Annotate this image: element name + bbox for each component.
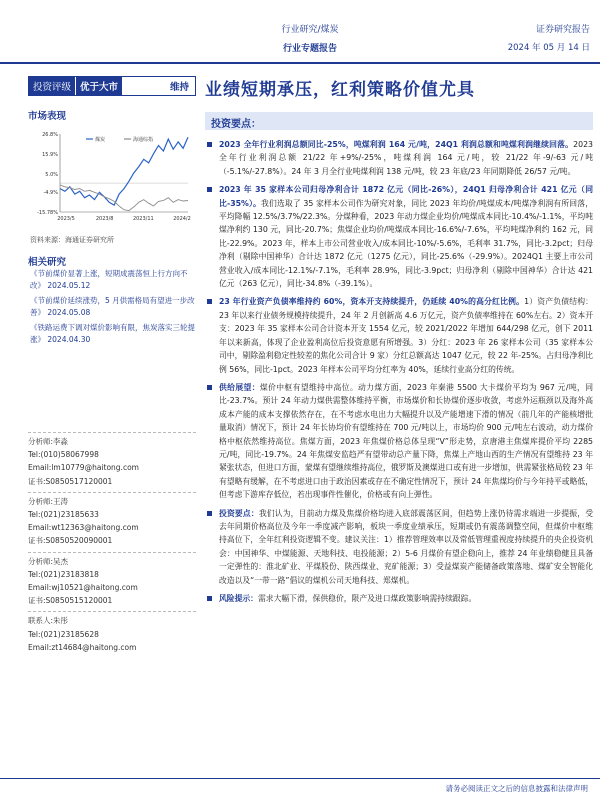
- analyst-card: [28, 432, 196, 488]
- rating-indicator: 维持: [169, 82, 189, 93]
- analyst-cert: 证书:S0850515120001: [28, 596, 113, 606]
- y-tick-label: 26.8%: [42, 132, 58, 138]
- x-tick-label: 2024/2: [173, 216, 191, 222]
- point-highlight: 2023 全年行业利润总额同比-25%，吨煤利润 164 元/吨，24Q1 利润总额和吨煤利润继续回落。: [219, 140, 574, 149]
- analyst-cert: 证书:S0850517120001: [28, 476, 113, 486]
- chart-source: 资料来源：海通证券研究所: [30, 236, 114, 244]
- analyst-cert: 证书:S0850520090001: [28, 536, 113, 546]
- analyst-email[interactable]: Email:wt12363@haitong.com: [28, 523, 139, 533]
- analyst-name: 分析师:李淼: [28, 437, 69, 446]
- analyst-card: [28, 552, 196, 608]
- analyst-name: 分析师:吴杰: [28, 556, 69, 566]
- y-tick-label: 5.0%: [45, 171, 58, 178]
- bullet-icon: [207, 385, 212, 390]
- legend-label: 煤炭: [95, 137, 106, 143]
- bullet-icon: [207, 511, 212, 516]
- point-text: 煤价中枢有望维持中高位。动力煤方面，2023 年秦港 5500 大卡煤价平均为 967 元/吨，同比-23.7%。预计 24 年动力煤供需整体维持平衡，市场煤价和长协煤价逐步收敛，考虑外运瓶颈以及海外高成本产能的成本支撑依然存在，在不考虑水电出力大幅提升以及产能增速下滑的情况（前几年的产能核增批量取消）情况下，预计 24 年长协均价有望维持在 700 元/吨以上，市场均价 900 元/吨左右波动，动力煤价格中枢依然维持高位。焦煤方面，2023 年焦煤价格总体呈现“V”形走势，京唐港主焦煤库提价平均 2285 元/吨，同比-19.7%。24 年焦煤安监趋严有望带动总产量下降，焦煤上产地山西的生产情况有望维持 23 年紧张状态，但进口方面，蒙煤有望继续维持高位，俄罗斯及澳煤进口或有进一步增加，供需紧张格局较 23 年有望略有缓解，在不考虑进口由于政治因素或存在不确定性情况下，预计 24 年焦煤均价与今年持平或略低，但考虑下游库存低位，若出现事件性催化，价格或有向上弹性。: [219, 382, 593, 500]
- rating-badge: [28, 76, 196, 96]
- report-date: 2024 年 05 月 14 日: [507, 43, 590, 53]
- org-label: 证券研究报告: [535, 25, 590, 35]
- point-item: [205, 592, 593, 605]
- analyst-tel: Tel:(021)23185633: [28, 510, 99, 520]
- y-tick-label: -15.78%: [37, 210, 58, 216]
- bullet-icon: [207, 187, 212, 192]
- point-highlight: 2023 年 35 家样本公司归母净利合计 1872 亿元（同比-26%），24Q1 归母净利合计 421 亿元（同比-35%）。: [219, 185, 593, 208]
- market-chart: [28, 128, 193, 228]
- bullet-icon: [207, 299, 212, 304]
- x-tick-label: 2023/5: [57, 216, 75, 222]
- analyst-tel: Tel:(021)23185628: [28, 629, 99, 639]
- analyst-name: 联系人:朱彤: [28, 616, 69, 626]
- y-tick-label: -4.9%: [43, 190, 58, 197]
- related-title: 《节前煤价延续涨势，5 月供需格局有望进一步改善》: [30, 296, 195, 317]
- analyst-card: [28, 492, 196, 548]
- related-item[interactable]: [30, 268, 195, 292]
- related-title: 《铁路运费下调对煤价影响有限，焦炭落实三轮提涨》: [30, 323, 195, 344]
- point-item: [205, 381, 593, 502]
- page-title: 业绩短期承压，红利策略价值尤具: [205, 80, 475, 100]
- analyst-list: [28, 432, 196, 658]
- analyst-tel: Tel:(021)23183818: [28, 569, 99, 579]
- rating-label: 投资评级: [29, 77, 75, 95]
- related-date: 2024.05.12: [47, 281, 91, 290]
- legend-label: 海通综指: [133, 137, 154, 143]
- related-date: 2024.04.30: [47, 335, 91, 344]
- key-points: [205, 138, 593, 610]
- header-divider: [0, 62, 600, 64]
- footer-divider: [0, 778, 600, 779]
- point-lead: 投资要点：: [219, 508, 259, 518]
- report-type: 行业专题报告: [282, 44, 337, 54]
- point-text: 我们认为，目前动力煤及焦煤价格均进入底部震荡区间，但趋势上涨仍待需求端进一步提振，受去年同期价格高位及今年一季度减产影响，板块一季度业绩承压，短期或仍有震荡调整空间，但煤价中枢维持高位下，全年红利投资逻辑不变。建议关注：1）推荐管理效率以及常低管理重视度持续提升的央企投资机会：中国神华、中煤能源、天地科技、电投能源；2）5-6 月煤价有望企稳向上，推荐 24 年业绩稳健且具备一定弹性的：淮北矿业、平煤股份、陕西煤业、兖矿能源；3）受益煤炭产能储备政策落地、煤矿安全智能化改造以及“一带一路”倡议的煤机公司天地科技、郑煤机。: [219, 508, 594, 585]
- bullet-icon: [207, 596, 212, 601]
- point-item: [205, 507, 593, 587]
- report-category: 行业研究/煤炭: [281, 25, 339, 35]
- related-date: 2024.05.08: [47, 308, 91, 317]
- point-text: 需求大幅下滑，保供稳价，限产及进口煤政策影响需持续跟踪。: [257, 594, 477, 603]
- rating-value: 优于大市: [75, 77, 122, 95]
- point-item: [205, 138, 593, 178]
- y-tick-label: 15.9%: [42, 151, 58, 158]
- analyst-tel: Tel:(010)58067998: [28, 450, 99, 460]
- related-list: [30, 268, 195, 349]
- analyst-email[interactable]: Email:zt14684@haitong.com: [28, 642, 137, 652]
- analyst-card: [28, 611, 196, 654]
- analyst-email[interactable]: Email:wj10521@haitong.com: [28, 583, 138, 593]
- points-heading: 投资要点：: [211, 119, 261, 130]
- x-tick-label: 2023/11: [132, 216, 154, 222]
- header-tags: [248, 22, 372, 54]
- analyst-name: 分析师:王涛: [28, 496, 69, 506]
- point-lead: 风险提示：: [219, 594, 258, 603]
- market-heading: 市场表现: [28, 111, 67, 122]
- point-text: 2023 全年行业利润总额 21/22 年+9%/-25%，吨煤利润 164 元/吨，较 21/22 年-9/-63 元/吨（-5.1%/-27.8%）。24 年 3 月全行业吨煤利润 138 元/吨，较 23 年底/23 年同期降低 26/57 元/吨。: [219, 140, 593, 176]
- header-right: [478, 22, 590, 53]
- point-item: [205, 295, 593, 375]
- point-text: 1）资产负债结构：23 年以来行业债务规模持续提升，24 年 2 月创新高 4.6 万亿元，资产负债率维持在 60%左右。2）资本开支：2023 年 35 家样本公司合计资本开支 1554 亿元，较 2021/2022 年增加 644/298 亿元，创下 2011 年以来新高，体现了企业盈利高位后投资意愿有所增强。3）分红：2023 年 26 家样本公司（35 家样本公司中，剔除盈利稳定性较差的焦化公司合计 9 家）分红总额高达 1047 亿元，较 22 年-25%。占归母净利比例 56%，同比-1pct。2023 年样本公司平均分红率为 40%，延续行业高分红的传统。: [219, 297, 593, 374]
- x-tick-label: 2023/8: [95, 216, 114, 222]
- point-text: 我们选取了 35 家样本公司作为研究对象，同比 2023 年均价/吨煤成本/吨煤净利润有所回落，平均降幅 12.5%/3.7%/22.3%。分煤种看，2023 年动力煤企业均价/吨煤成本同比-10.4%/-1.1%，平均吨煤净利约 130 元，同比-20.7%；焦煤企业均价/吨煤成本同比-16.6%/-7.6%，平均吨煤净利约 162 元，同比-22.9%。2023 年，样本上市公司营业收入/成本同比-10%/-5.6%，毛利率 31.7%，同比-3.2pct；归母净利（剔除中国神华）合计达 1872 亿元（1275 亿元），同比-25.6%（-29.9%）。2024Q1 主要上市公司营业收入/成本同比-12.1%/-7.1%，毛利率 28.9%，同比-3.9pct；归母净利（剔除中国神华）合计达 421 亿元（263 亿元），同比-34.8%（-39.1%）。: [219, 198, 593, 289]
- bullet-icon: [207, 142, 212, 147]
- point-highlight: 23 年行业资产负债率维持约 60%，资本开支持续提升，仍延续 40%的高分红比例。: [219, 297, 525, 307]
- related-item[interactable]: [30, 322, 195, 346]
- related-item[interactable]: [30, 295, 195, 319]
- analyst-email[interactable]: Email:lm10779@haitong.com: [28, 463, 139, 473]
- related-title: 《节前煤价显著上涨，短期成震荡恒上行方向不改》: [30, 269, 188, 290]
- point-lead: 供给展望：: [219, 382, 260, 392]
- points-heading-box: [205, 112, 593, 130]
- series-line-1: [60, 137, 188, 205]
- related-heading: 相关研究: [28, 257, 67, 268]
- point-item: [205, 183, 593, 290]
- footer-disclaimer[interactable]: 请务必阅读正文之后的信息披露和法律声明: [445, 784, 588, 793]
